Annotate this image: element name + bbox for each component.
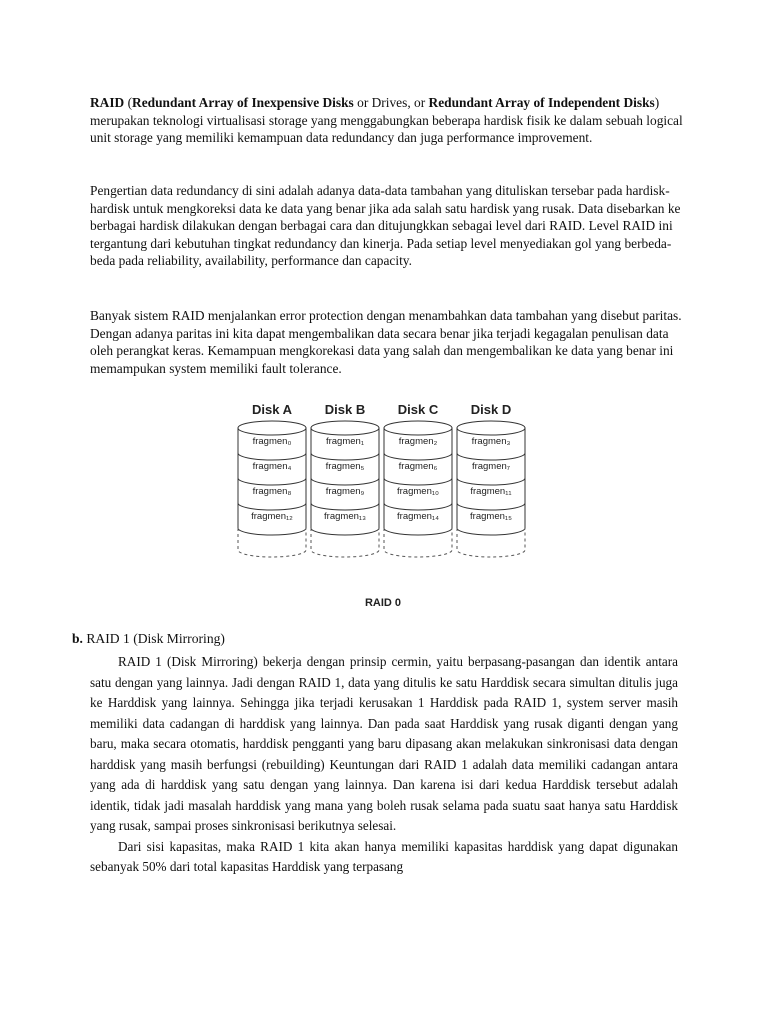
fragment-label: fragmen₁₂ bbox=[251, 511, 293, 522]
fragment-label: fragmen₁₃ bbox=[324, 511, 366, 522]
disk-label: Disk B bbox=[324, 402, 366, 417]
fragment-label: fragmen₀ bbox=[252, 436, 292, 447]
cylinder-top bbox=[384, 421, 452, 435]
raid1-paragraph-1: RAID 1 (Disk Mirroring) bekerja dengan prinsip cermin, yaitu berpasang-pasangan dan identik antara satu dengan yang lainnya. Jadi dengan RAID 1, data yang ditulis ke satu Harddisk secara simultan ditulis juga ke Harddisk yang lainnya. Sehingga jika terjadi kerusakan 1 Harddisk pada RAID 1, system server masih memiliki data cadangan di harddisk yang lainnya. Dan pada saat Harddisk yang rusak diganti dengan yang baru, maka secara otomatis, harddisk pengganti yang baru dipasang akan melakukan sinkronisasi data dengan harddisk yang masih berfungsi (rebuilding) Keuntungan dari RAID 1 adalah data memiliki cadangan antara yang ada di harddisk yang satu dengan yang lainnya. Dan karena isi dari kedua Harddisk tersebut adalah identik, tidak jadi masalah harddisk yang mana yang boleh rusak selama pada suatu saat hanya satu Harddisk yang rusak, sampai proses sinkronisasi berikutnya selesai. bbox=[90, 654, 678, 833]
figure-caption: RAID 0 bbox=[364, 597, 402, 609]
fragment-label: fragmen₁₀ bbox=[397, 486, 439, 497]
fragment-label: fragmen₃ bbox=[471, 436, 511, 447]
text-segment: or Drives, or bbox=[353, 95, 429, 110]
section-marker: b. bbox=[72, 631, 83, 646]
cylinder-top bbox=[238, 421, 306, 435]
fragment-label: fragmen₁₁ bbox=[470, 486, 512, 497]
raid1-paragraph-2: Dari sisi kapasitas, maka RAID 1 kita akan hanya memiliki kapasitas harddisk yang dapat digunakan sebanyak 50% dari total kapasitas Harddisk yang terpasang bbox=[90, 838, 678, 874]
paragraph-data-redundancy: Pengertian data redundancy di sini adalah adanya data-data tambahan yang dituliskan tersebar pada hardisk-hardisk untuk mengkoreksi data ke data yang benar jika ada salah satu hardisk yang rusak. Data disebarkan ke berbagai hardisk dilakukan dengan berbagai cara dan ditujungkkan sebagai level dari RAID. Level RAID ini tergantung dari kebutuhan tingkat redundancy dan kinerja. Pada setiap level menyediakan gol yang berbeda-beda pada reliability, availability, performance dan capacity. bbox=[90, 183, 681, 269]
paragraph-raid-definition bbox=[90, 94, 690, 147]
fragment-label: fragmen₁₄ bbox=[397, 511, 439, 522]
section-b-body bbox=[90, 652, 678, 878]
section-b-heading bbox=[72, 631, 225, 647]
fragment-label: fragmen₆ bbox=[398, 461, 438, 472]
text-segment: ( bbox=[124, 95, 133, 110]
disk-label: Disk A bbox=[252, 402, 292, 417]
fragment-label: fragmen₄ bbox=[252, 461, 292, 472]
fragment-label: fragmen₉ bbox=[325, 486, 365, 497]
disk-label: Disk D bbox=[470, 402, 512, 417]
paragraph-parity: Banyak sistem RAID menjalankan error protection dengan menambahkan data tambahan yang disebut paritas. Dengan adanya paritas ini kita dapat mengembalikan data secara benar jika terjadi kegagalan penulisan data oleh perangkat keras. Kemampuan mengkorekasi data yang salah dan mengembalikan ke data yang benar ini memampukan system memiliki fault tolerance. bbox=[90, 308, 682, 376]
fragment-label: fragmen₁₅ bbox=[470, 511, 512, 522]
term-independent-disks: Redundant Array of Independent Disks bbox=[428, 95, 655, 110]
term-inexpensive-disks: Redundant Array of Inexpensive Disks bbox=[132, 95, 354, 110]
fragment-label: fragmen₂ bbox=[398, 436, 438, 447]
disk-label: Disk C bbox=[397, 402, 439, 417]
section-title: RAID 1 (Disk Mirroring) bbox=[82, 631, 225, 646]
cylinder-top bbox=[457, 421, 525, 435]
raid0-diagram bbox=[228, 398, 538, 614]
text-segment: ) merupakan teknologi virtualisasi storage yang menggabungkan beberapa hardisk fisik ke dalam sebuah logical unit storage yang memiliki kemampuan data redundancy dan juga performance improvement. bbox=[90, 95, 683, 146]
fragment-label: fragmen₅ bbox=[325, 461, 365, 472]
cylinder-top bbox=[311, 421, 379, 435]
fragment-label: fragmen₈ bbox=[252, 486, 292, 497]
term-raid: RAID bbox=[90, 95, 125, 110]
fragment-label: fragmen₁ bbox=[325, 436, 365, 447]
fragment-label: fragmen₇ bbox=[471, 461, 511, 472]
raid0-figure bbox=[228, 398, 538, 614]
